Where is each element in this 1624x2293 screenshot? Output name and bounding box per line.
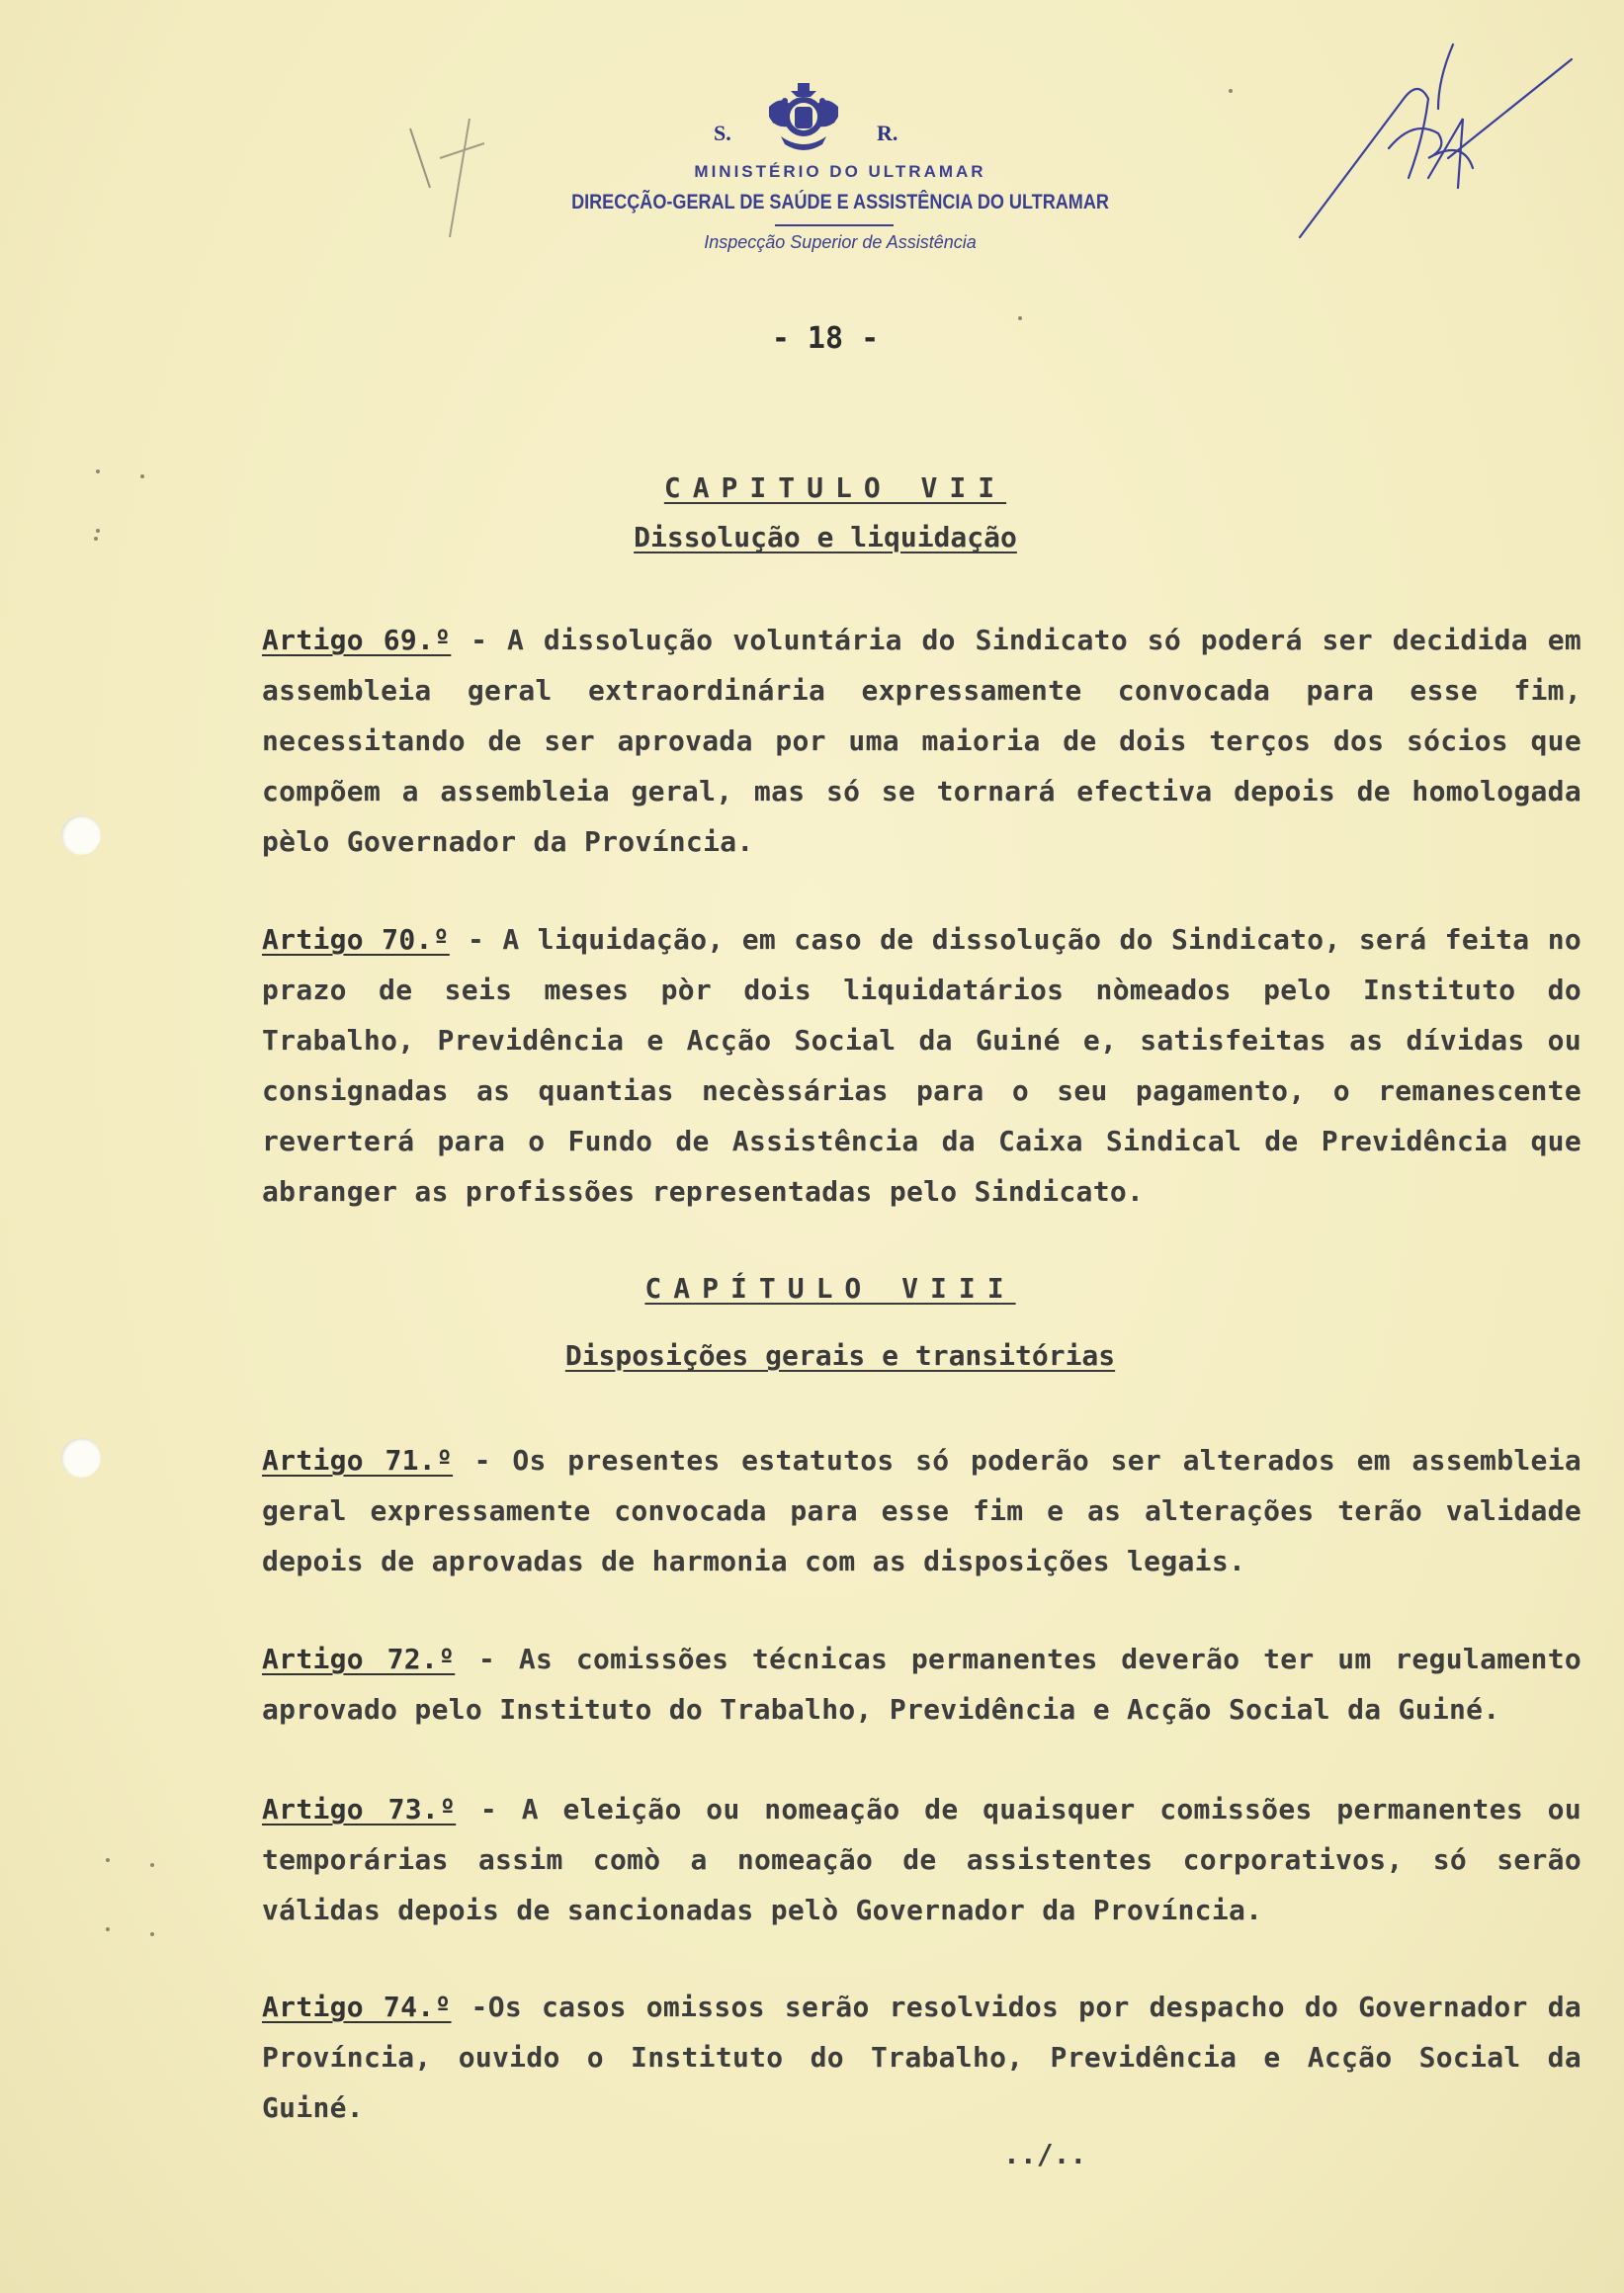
chapter-8-subtitle: Disposições gerais e transitórias bbox=[564, 1339, 1116, 1372]
article-text: -Os casos omissos serão resolvidos por despacho do Governador da Província, ouvido o Instituto do Trabalho, Previdência e Acção Social da Guiné. bbox=[262, 1991, 1582, 2124]
paper-speck bbox=[106, 1927, 110, 1931]
chapter-8-title: CAPÍTULO VIII bbox=[644, 1272, 1016, 1305]
letterhead-right-initial: R. bbox=[877, 121, 898, 145]
article-text: - A liquidação, em caso de dissolução do Sindicato, será feita no prazo de seis meses pòr dois liquidatários nòmeados pelo Instituto do Trabalho, Previdência e Acção Social da Guiné e, satisfeitas as dívidas ou consignadas as quantias necèssárias para o seu pagamento, o remanescente reverterá para o Fundo de Assistência da Caixa Sindical de Previdência que abranger as profissões representadas pelo Sindicato. bbox=[262, 923, 1582, 1208]
punch-hole-upper bbox=[61, 815, 101, 855]
paper-speck bbox=[94, 537, 98, 541]
article-label: Artigo 74.º bbox=[262, 1991, 452, 2023]
paper-speck bbox=[1229, 89, 1233, 93]
paper-speck bbox=[150, 1863, 154, 1867]
letterhead bbox=[494, 71, 1186, 253]
paper-speck bbox=[1018, 316, 1022, 320]
article-label: Artigo 69.º bbox=[262, 624, 452, 656]
coat-of-arms-icon bbox=[761, 77, 846, 156]
article-70 bbox=[262, 914, 1581, 1217]
continuation-mark: ../.. bbox=[1003, 2138, 1087, 2170]
letterhead-rule bbox=[775, 224, 894, 226]
article-text: - As comissões técnicas permanentes deverão ter um regulamento aprovado pelo Instituto do Trabalho, Previdência e Acção Social da Guiné. bbox=[262, 1643, 1582, 1726]
article-69 bbox=[262, 615, 1581, 867]
punch-hole-lower bbox=[61, 1438, 101, 1478]
page-number: - 18 - bbox=[771, 321, 880, 356]
inspeccao-name: Inspecção Superior de Assistência bbox=[704, 232, 977, 252]
paper-speck bbox=[140, 474, 144, 478]
article-73 bbox=[262, 1784, 1581, 1935]
ministry-name: MINISTÉRIO DO ULTRAMAR bbox=[694, 162, 986, 181]
paper-speck bbox=[96, 469, 100, 473]
paper-speck bbox=[150, 1932, 154, 1936]
direccao-geral-name: DIRECÇÃO-GERAL DE SAÚDE E ASSISTÊNCIA DO ULTRAMAR bbox=[571, 191, 1109, 213]
article-72 bbox=[262, 1634, 1581, 1735]
paper-speck bbox=[96, 529, 100, 533]
pencil-annotation bbox=[400, 99, 509, 247]
paper-speck bbox=[106, 1858, 110, 1862]
chapter-7-title: CAPITULO VII bbox=[663, 471, 1007, 504]
article-label: Artigo 73.º bbox=[262, 1793, 457, 1826]
article-text: - A dissolução voluntária do Sindicato só poderá ser decidida em assembleia geral extraordinária expressamente convocada para esse fim, necessitando de ser aprovada por uma maioria de dois terços dos sócios que compõem a assembleia geral, mas só se tornará efectiva depois de homologada pèlo Governador da Província. bbox=[262, 624, 1582, 858]
letterhead-left-initial: S. bbox=[714, 121, 731, 145]
article-label: Artigo 71.º bbox=[262, 1444, 454, 1477]
article-text: - Os presentes estatutos só poderão ser alterados em assembleia geral expressamente convocada para esse fim e as alterações terão validade depois de aprovadas de harmonia com as disposições legais. bbox=[262, 1444, 1582, 1577]
chapter-7-subtitle: Dissolução e liquidação bbox=[634, 521, 1017, 553]
article-text: - A eleição ou nomeação de quaisquer comissões permanentes ou temporárias assim comò a nomeação de assistentes corporativos, só serão válidas depois de sancionadas pelò Governador da Província. bbox=[262, 1793, 1581, 1926]
article-label: Artigo 70.º bbox=[262, 923, 450, 956]
article-74 bbox=[262, 1982, 1581, 2133]
handwritten-signature bbox=[1290, 40, 1577, 247]
article-label: Artigo 72.º bbox=[262, 1643, 456, 1675]
article-71 bbox=[262, 1435, 1581, 1586]
